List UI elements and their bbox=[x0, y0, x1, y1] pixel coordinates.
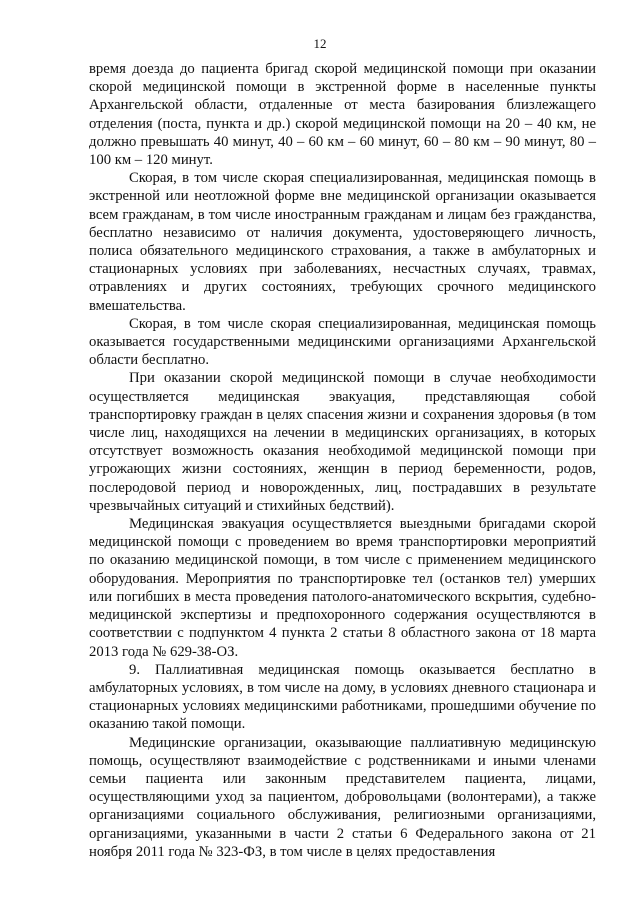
paragraph-evacuation-teams: Медицинская эвакуация осуществляется выездными бригадами скорой медицинской помощи с проведением во время транспортировки мероприятий по оказанию медицинской помощи, в том числе с применением медицинского оборудования. Мероприятия по транспортировке тел (останков тел) умерших или погибших в места проведения патолого-анатомического вскрытия, судебно-медицинской экспертизы и предпохоронного содержания осуществляются в соответствии с подпунктом 4 пункта 2 статьи 8 областного закона от 18 марта 2013 года № 629-38-ОЗ. bbox=[89, 516, 596, 660]
paragraph-emergency-care-all-citizens: Скорая, в том числе скорая специализированная, медицинская помощь в экстренной или неотложной форме вне медицинской организации оказывается всем гражданам, в том числе иностранным гражданам и лицам без гражданства, бесплатно независимо от наличия документа, удостоверяющего личность, полиса обязательного медицинского страхования, а также в амбулаторных и стационарных условиях при заболеваниях, несчастных случаях, травмах, отравлениях и других состояниях, требующих срочного медицинского вмешательства. bbox=[89, 170, 596, 314]
page-number: 12 bbox=[313, 36, 327, 51]
paragraph-medical-evacuation: При оказании скорой медицинской помощи в случае необходимости осуществляется медицинская эвакуация, представляющая собой транспортировку граждан в целях спасения жизни и сохранения здоровья (в том числе лиц, находящихся на лечении в медицинских организациях, в которых отсутствует возможность оказания необходимой медицинской помощи при угрожающих жизни состояниях, женщин в период беременности, родов, послеродовой период и новорожденных, лиц, пострадавших в результате чрезвычайных ситуаций и стихийных бедствий). bbox=[89, 370, 596, 514]
paragraph-palliative-organizations: Медицинские организации, оказывающие паллиативную медицинскую помощь, осуществляют взаимодействие с родственниками и иными членами семьи пациента или законным представителем пациента, лицами, осуществляющими уход за пациентом, добровольцами (волонтерами), а также организациями социального обслуживания, религиозными организациями, организациями, указанными в части 2 статьи 6 Федерального закона от 21 ноября 2011 года № 323-ФЗ, в том числе в целях предоставления bbox=[89, 734, 596, 860]
paragraph-palliative-care: 9. Паллиативная медицинская помощь оказывается бесплатно в амбулаторных условиях, в том числе на дому, в условиях дневного стационара и стационарных условиях медицинскими работниками, прошедшими обучение по оказанию такой помощи. bbox=[89, 661, 596, 733]
document-body bbox=[89, 60, 596, 861]
paragraph-travel-time: время доезда до пациента бригад скорой медицинской помощи при оказании скорой медицинской помощи в экстренной форме в населенные пункты Архангельской области, отдаленные от места базирования близлежащего отделения (поста, пункта и др.) скорой медицинской помощи на 20 – 40 км, не должно превышать 40 минут, 40 – 60 км – 60 минут, 60 – 80 км – 90 минут, 80 – 100 км – 120 минут. bbox=[89, 61, 596, 169]
paragraph-emergency-care-free: Скорая, в том числе скорая специализированная, медицинская помощь оказывается государственными медицинскими организациями Архангельской области бесплатно. bbox=[89, 315, 596, 369]
